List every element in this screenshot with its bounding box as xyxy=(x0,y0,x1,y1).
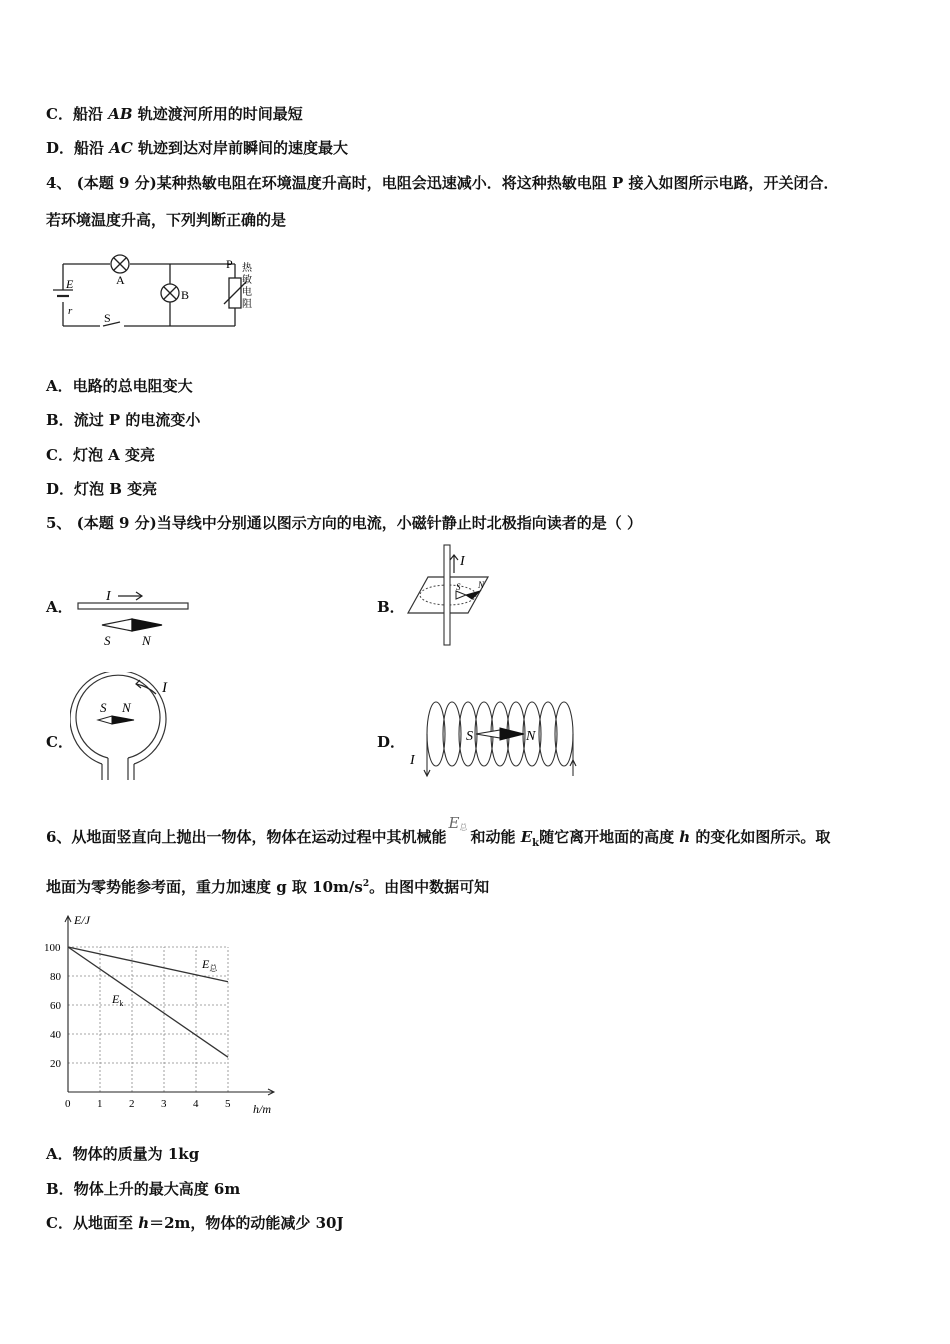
q4-circuit-diagram xyxy=(48,246,258,346)
e-total-symbol: E 总 xyxy=(448,814,468,832)
needle-n-label-c: N xyxy=(122,700,131,715)
q6-stem-line1: 6、从地面竖直向上抛出一物体，物体在运动过程中其机械能 E 总 和动能 $E_k$随它离开地面的高度 h 的变化如图所示。取 xyxy=(46,814,831,849)
bulb-b-label: B xyxy=(181,288,190,302)
thermistor-note-2: 敏 xyxy=(242,275,252,286)
needle-north-d xyxy=(500,728,524,740)
switch-s-label: S xyxy=(104,311,111,325)
q4-option-d: D．灯泡 B 变亮 xyxy=(46,480,158,498)
y-tick-20: 20 xyxy=(50,1058,61,1070)
current-label-b: I xyxy=(460,554,465,569)
q5-figure-a xyxy=(70,585,200,650)
needle-n-label-b: N xyxy=(478,580,485,590)
current-label-d: I xyxy=(410,753,415,768)
x-axis-label: h/m xyxy=(253,1102,271,1116)
series-label-etotal: $E_总$ xyxy=(202,957,218,973)
q5-option-d-label: D． xyxy=(377,733,406,751)
y-tick-80: 80 xyxy=(50,971,61,983)
x-tick-0: 0 xyxy=(65,1098,71,1110)
thermistor-note-1: 热 xyxy=(242,263,252,274)
q4-stem-line2: 若环境温度升高，下列判断正确的是 xyxy=(46,211,287,229)
q3-option-c: C．船沿 AB 轨迹渡河所用的时间最短 xyxy=(46,105,303,123)
q4-stem-line1: 4、 (本题 9 分)某种热敏电阻在环境温度升高时，电阻会迅速减小．将这种热敏电阻 P 接入如图所示电路，开关闭合． xyxy=(46,174,839,192)
chart-axes xyxy=(65,916,274,1095)
q5-option-b-label: B． xyxy=(377,598,405,616)
needle-s-label-d: S xyxy=(466,729,473,744)
bulb-a-label: A xyxy=(116,273,125,287)
current-label-c: I xyxy=(162,680,167,696)
q5-option-a-label: A． xyxy=(46,598,73,616)
x-tick-5: 5 xyxy=(225,1098,231,1110)
q5-stem: 5、 (本题 9 分)当导线中分别通以图示方向的电流，小磁针静止时北极指向读者的是（ ） xyxy=(46,514,642,532)
y-tick-100: 100 xyxy=(44,942,61,954)
y-tick-60: 60 xyxy=(50,1000,61,1012)
needle-n-label-d: N xyxy=(526,729,536,744)
needle-south-b xyxy=(456,591,466,599)
q4-option-b: B．流过 P 的电流变小 xyxy=(46,411,201,429)
q4-option-a: A．电路的总电阻变大 xyxy=(46,377,193,395)
needle-n-label-a: N xyxy=(142,633,151,648)
q5-figure-b xyxy=(400,543,500,649)
x-tick-4: 4 xyxy=(193,1098,199,1110)
series-label-ek: $E_k$ xyxy=(112,992,124,1008)
thermistor-note-3: 电 xyxy=(242,287,252,298)
q6-stem-line2: 地面为零势能参考面，重力加速度 g 取 $10m/s^2$。由图中数据可知 xyxy=(46,878,490,896)
energy-height-chart xyxy=(40,910,290,1120)
needle-south-c xyxy=(98,716,112,724)
x-tick-1: 1 xyxy=(97,1098,103,1110)
needle-s-label-b: S xyxy=(456,582,461,592)
thermistor-p-label: P xyxy=(226,257,233,271)
y-axis-label: E/J xyxy=(74,913,90,927)
q5-figure-c xyxy=(70,672,190,784)
thermistor-note-4: 阻 xyxy=(242,299,252,310)
needle-south-d xyxy=(476,730,500,738)
q6-option-c: C．从地面至 h＝2m，物体的动能减少 30J xyxy=(46,1214,344,1232)
internal-r-label: r xyxy=(68,305,73,317)
q4-option-c: C．灯泡 A 变亮 xyxy=(46,446,156,464)
q5-option-c-label: C． xyxy=(46,733,73,751)
x-tick-3: 3 xyxy=(161,1098,167,1110)
q6-option-a: A．物体的质量为 1kg xyxy=(46,1145,200,1163)
x-tick-2: 2 xyxy=(129,1098,135,1110)
y-tick-40: 40 xyxy=(50,1029,61,1041)
needle-north-c xyxy=(112,716,134,724)
emf-label: E xyxy=(66,277,74,291)
needle-north-a xyxy=(132,619,162,631)
q5-figure-d xyxy=(402,692,584,782)
needle-south-a xyxy=(102,619,132,631)
q6-option-b: B．物体上升的最大高度 6m xyxy=(46,1180,241,1198)
current-label-a: I xyxy=(106,589,111,604)
needle-s-label-c: S xyxy=(100,700,107,715)
needle-s-label-a: S xyxy=(104,633,111,648)
q3-option-d: D．船沿 AC 轨迹到达对岸前瞬间的速度最大 xyxy=(46,139,349,157)
